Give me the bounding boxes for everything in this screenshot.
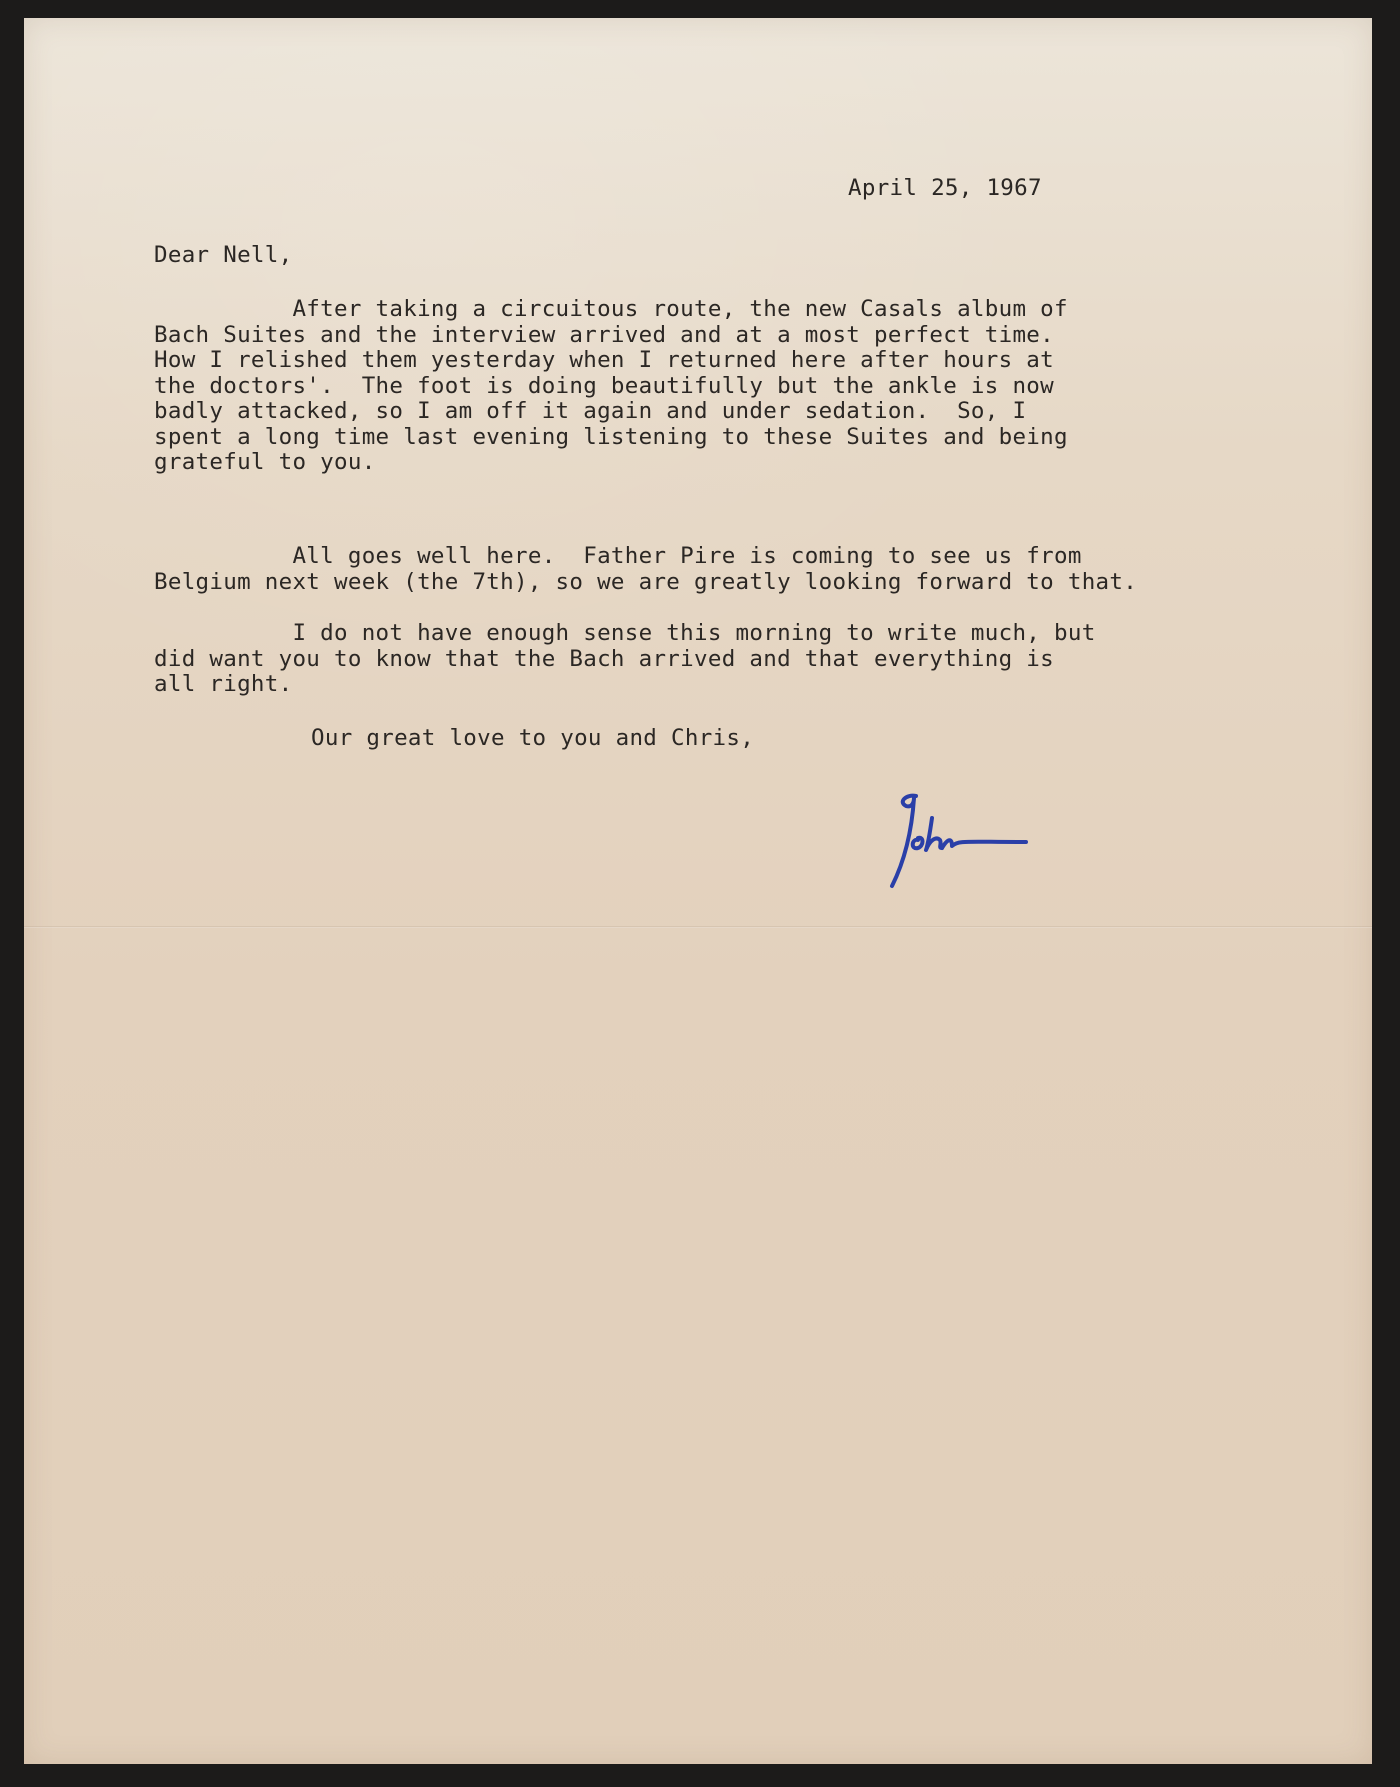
paragraph-2: All goes well here. Father Pire is coming to see us from Belgium next week (the 7th), so we are greatly looking forward to that. xyxy=(154,543,1138,595)
fold-crease xyxy=(24,926,1372,928)
paragraph-3: I do not have enough sense this morning to write much, but did want you to know that the Bach arrived and that everything is all right. xyxy=(154,620,1096,697)
paragraph-1: After taking a circuitous route, the new Casals album of Bach Suites and the interview arrived and at a most perfect time. How I relished them yesterday when I returned here after hours at the doctors'. The foot is doing beautifully but the ankle is now badly attacked, so I am off it again and under sedation. So, I spent a long time last evening listening to these Suites and being grateful to you. xyxy=(154,296,1068,475)
closing-line: Our great love to you and Chris, xyxy=(311,725,755,751)
signature-icon xyxy=(876,788,1036,908)
salutation: Dear Nell, xyxy=(154,242,293,268)
paper-sheet xyxy=(24,18,1372,1764)
letter-date: April 25, 1967 xyxy=(848,175,1042,201)
